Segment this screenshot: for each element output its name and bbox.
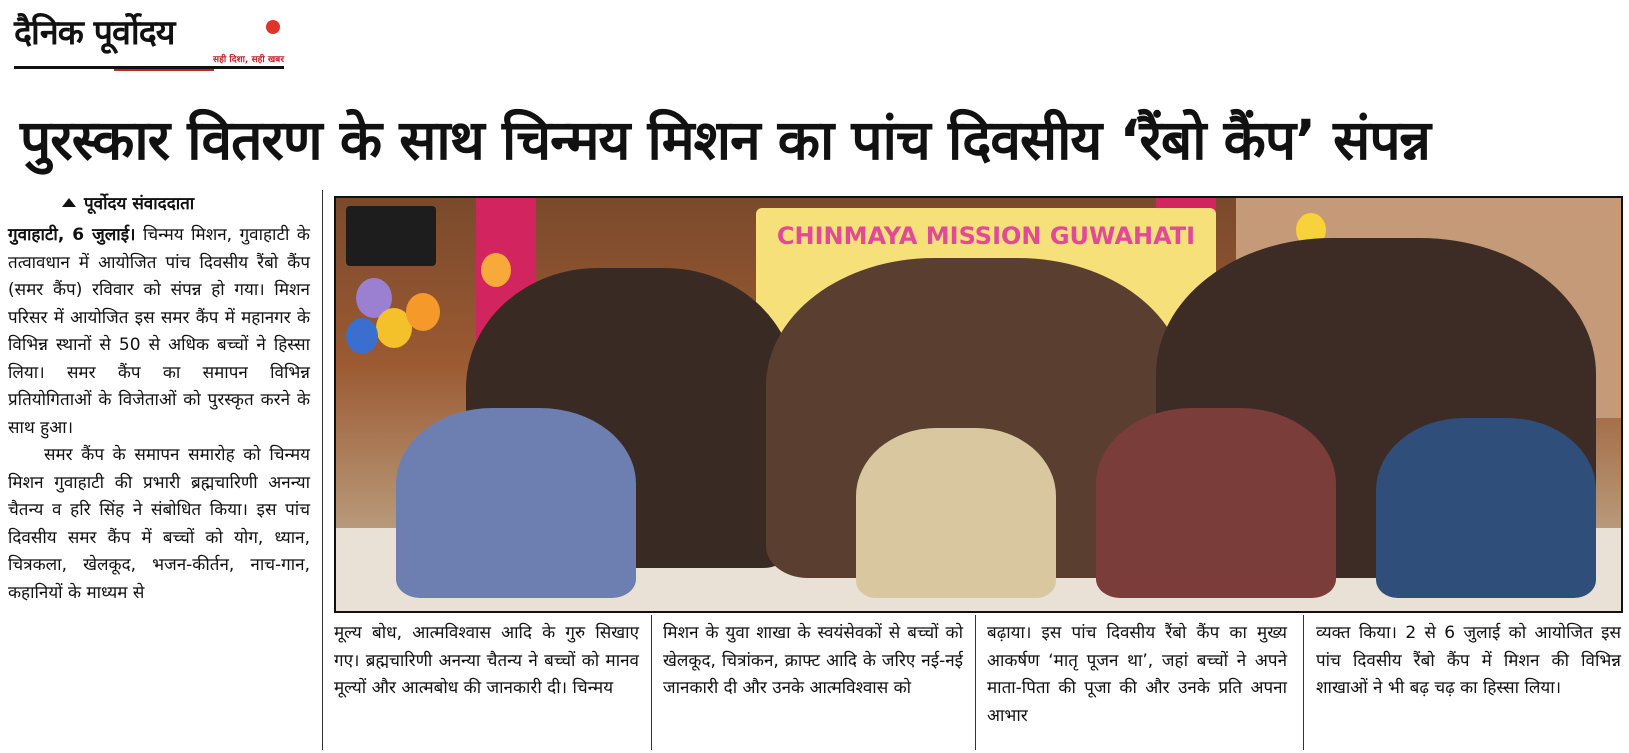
article-column-1 xyxy=(8,222,310,752)
byline-triangle-icon xyxy=(62,198,76,207)
article-column-3: मिशन के युवा शाखा के स्वयंसेवकों से बच्चों को खेलकूद, चित्रांकन, क्राफ्ट आदि के जरिए नई-नई जानकारी दी और उनके आत्मविश्वास को xyxy=(663,623,963,698)
photo-crowd xyxy=(1096,408,1336,598)
balloon-icon xyxy=(481,253,511,287)
balloon-icon xyxy=(346,318,378,354)
article-column-4: बढ़ाया। इस पांच दिवसीय रैंबो कैंप का मुख्य आकर्षण ‘मातृ पूजन था’, जहां बच्चों ने अपने माता-पिता की पूजा की और उनके प्रति अपना आभार xyxy=(987,623,1287,726)
column-divider xyxy=(1303,615,1304,750)
article-headline: पुरस्कार वितरण के साथ चिन्मय मिशन का पांच दिवसीय ‘रैंबो कैंप’ संपन्न xyxy=(20,108,1430,172)
photo-banner-title: CHINMAYA MISSION GUWAHATI xyxy=(776,222,1196,250)
logo-dot-icon xyxy=(266,20,280,34)
masthead xyxy=(14,8,284,70)
masthead-accent-rule xyxy=(114,69,214,71)
paragraph-2: समर कैंप के समापन समारोह को चिन्मय मिशन गुवाहाटी की प्रभारी ब्रह्मचारिणी अनन्या चैतन्य व हरि सिंह ने संबोधित किया। इस पांच दिवसीय समर कैंप में बच्चों को योग, ध्यान, चित्रकला, खेलकूद, भजन-कीर्तन, नाच-गान, कहानियों के माध्यम से xyxy=(8,445,310,603)
article-column-5: व्यक्त किया। 2 से 6 जुलाई को आयोजित इस पांच दिवसीय रैंबो कैंप में मिशन की विभिन्न शाखाओं ने भी बढ़ चढ़ का हिस्सा लिया। xyxy=(1316,623,1621,698)
dateline: गुवाहाटी, 6 जुलाई। xyxy=(8,225,136,245)
photo-crowd xyxy=(396,408,636,598)
column-divider xyxy=(651,615,652,750)
byline: पूर्वोदय संवाददाता xyxy=(84,194,195,214)
column-divider xyxy=(975,615,976,750)
photo-speaker xyxy=(346,206,436,266)
column-divider xyxy=(322,190,323,750)
balloon-icon xyxy=(406,293,440,331)
newspaper-logo: दैनिक पूर्वोदय xyxy=(14,13,175,53)
photo-crowd xyxy=(1376,418,1596,598)
paragraph-1: चिन्मय मिशन, गुवाहाटी के तत्वावधान में आयोजित पांच दिवसीय रैंबो कैंप (समर कैंप) रविवार को संपन्न हो गया। मिशन परिसर में आयोजित इस समर कैंप में महानगर के विभिन्न स्थानों से 50 से अधिक बच्चों ने हिस्सा लिया। समर कैंप का समापन विभिन्न प्रतियोगिताओं के विजेताओं को पुरस्कृत करने के साथ हुआ। xyxy=(8,225,310,438)
group-photo xyxy=(334,196,1623,613)
newspaper-tagline: सही दिशा, सही खबर xyxy=(213,55,284,65)
article-column-2: मूल्य बोध, आत्मविश्वास आदि के गुरु सिखाए गए। ब्रह्मचारिणी अनन्या चैतन्य ने बच्चों को मानव मूल्यों और आत्मबोध की जानकारी दी। चिन्मय xyxy=(334,623,639,698)
photo-crowd xyxy=(856,428,1056,598)
